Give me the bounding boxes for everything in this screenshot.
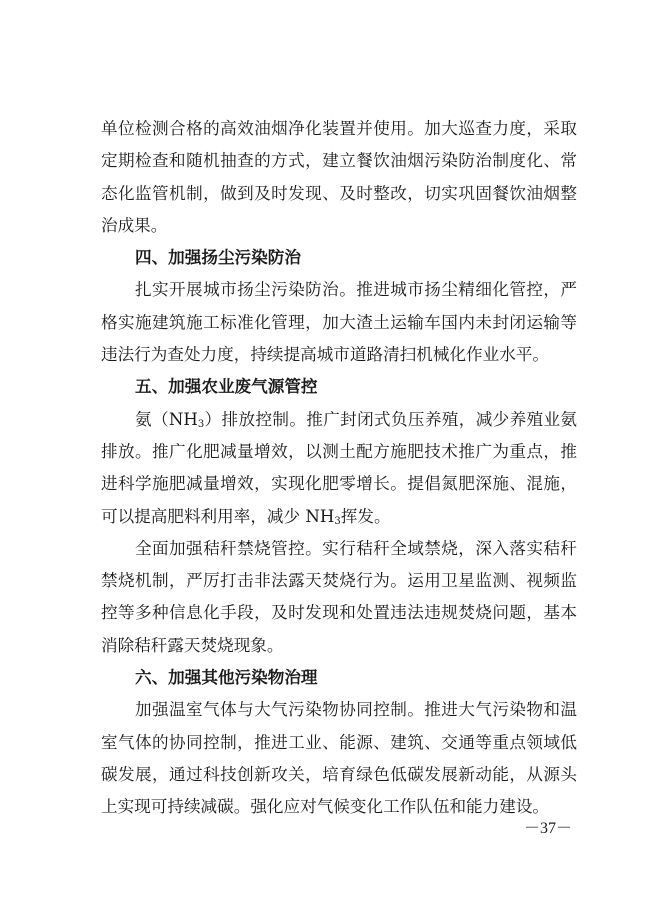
text-line [101, 565, 577, 597]
text-segment: 上实现可持续减碳。强化应对气候变化工作队伍和能力建设。 [101, 797, 550, 817]
paragraph [101, 694, 577, 823]
text-segment: 控等多种信息化手段，及时发现和处置违法违规焚烧问题，基本 [101, 603, 577, 623]
text-segment: 可以提高肥料利用率，减少 NH [101, 506, 335, 526]
text-segment: 违法行为查处力度，持续提高城市道路清扫机械化作业水平。 [101, 345, 550, 365]
text-segment: 六、加强其他污染物治理 [135, 668, 318, 688]
text-line [101, 404, 577, 436]
paragraph [101, 533, 577, 662]
text-segment: 五、加强农业废气源管控 [135, 377, 318, 397]
paragraph [101, 113, 577, 242]
text-line [101, 791, 577, 823]
text-segment: 四、加强扬尘污染防治 [135, 248, 301, 268]
text-line [101, 630, 577, 662]
text-line [101, 501, 577, 533]
text-line [101, 145, 577, 177]
text-line [101, 113, 577, 145]
text-line [101, 533, 577, 565]
text-line [101, 597, 577, 629]
text-segment: 氨（NH [135, 409, 198, 429]
text-segment: ）排放控制。推广封闭式负压养殖，减少养殖业氨 [204, 409, 578, 429]
page-number: －37－ [523, 820, 572, 837]
text-line [101, 727, 577, 759]
text-line [101, 371, 577, 403]
text-segment: 定期检查和随机抽查的方式，建立餐饮油烟污染防治制度化、常 [101, 151, 577, 171]
text-segment: 碳发展，通过科技创新攻关，培育绿色低碳发展新动能，从源头 [101, 764, 577, 784]
text-line [101, 468, 577, 500]
text-segment: 进科学施肥减量增效，实现化肥零增长。提倡氮肥深施、混施， [101, 474, 577, 494]
text-segment: 加强温室气体与大气污染物协同控制。推进大气污染物和温 [135, 700, 577, 720]
section-heading [101, 242, 577, 274]
text-line [101, 694, 577, 726]
paragraph [101, 274, 577, 371]
text-segment: 室气体的协同控制，推进工业、能源、建筑、交通等重点领域低 [101, 732, 577, 752]
subscript: 3 [197, 418, 205, 430]
text-segment: 态化监管机制，做到及时发现、及时整改，切实巩固餐饮油烟整 [101, 183, 577, 203]
text-line [101, 242, 577, 274]
text-line [101, 759, 577, 791]
text-line [101, 210, 577, 242]
text-segment: 治成果。 [101, 215, 168, 235]
text-segment: 消除秸秆露天焚烧现象。 [101, 635, 284, 655]
text-segment: 挥发。 [340, 506, 391, 526]
document-body [101, 113, 577, 824]
text-line [101, 339, 577, 371]
text-line [101, 436, 577, 468]
section-heading [101, 662, 577, 694]
text-line [101, 178, 577, 210]
paragraph [101, 404, 577, 533]
text-segment: 全面加强秸秆禁烧管控。实行秸秆全域禁烧，深入落实秸秆 [135, 538, 577, 558]
text-segment: 格实施建筑施工标准化管理，加大渣土运输车国内未封闭运输等 [101, 312, 577, 332]
text-line [101, 662, 577, 694]
section-heading [101, 371, 577, 403]
text-segment: 单位检测合格的高效油烟净化装置并使用。加大巡查力度，采取 [101, 119, 577, 138]
text-line [101, 307, 577, 339]
text-segment: 排放。推广化肥减量增效，以测土配方施肥技术推广为重点，推 [101, 441, 577, 461]
text-segment: 禁烧机制，严厉打击非法露天焚烧行为。运用卫星监测、视频监 [101, 571, 577, 591]
subscript: 3 [334, 515, 341, 527]
text-line [101, 274, 577, 306]
text-segment: 扎实开展城市扬尘污染防治。推进城市扬尘精细化管控，严 [135, 280, 577, 300]
